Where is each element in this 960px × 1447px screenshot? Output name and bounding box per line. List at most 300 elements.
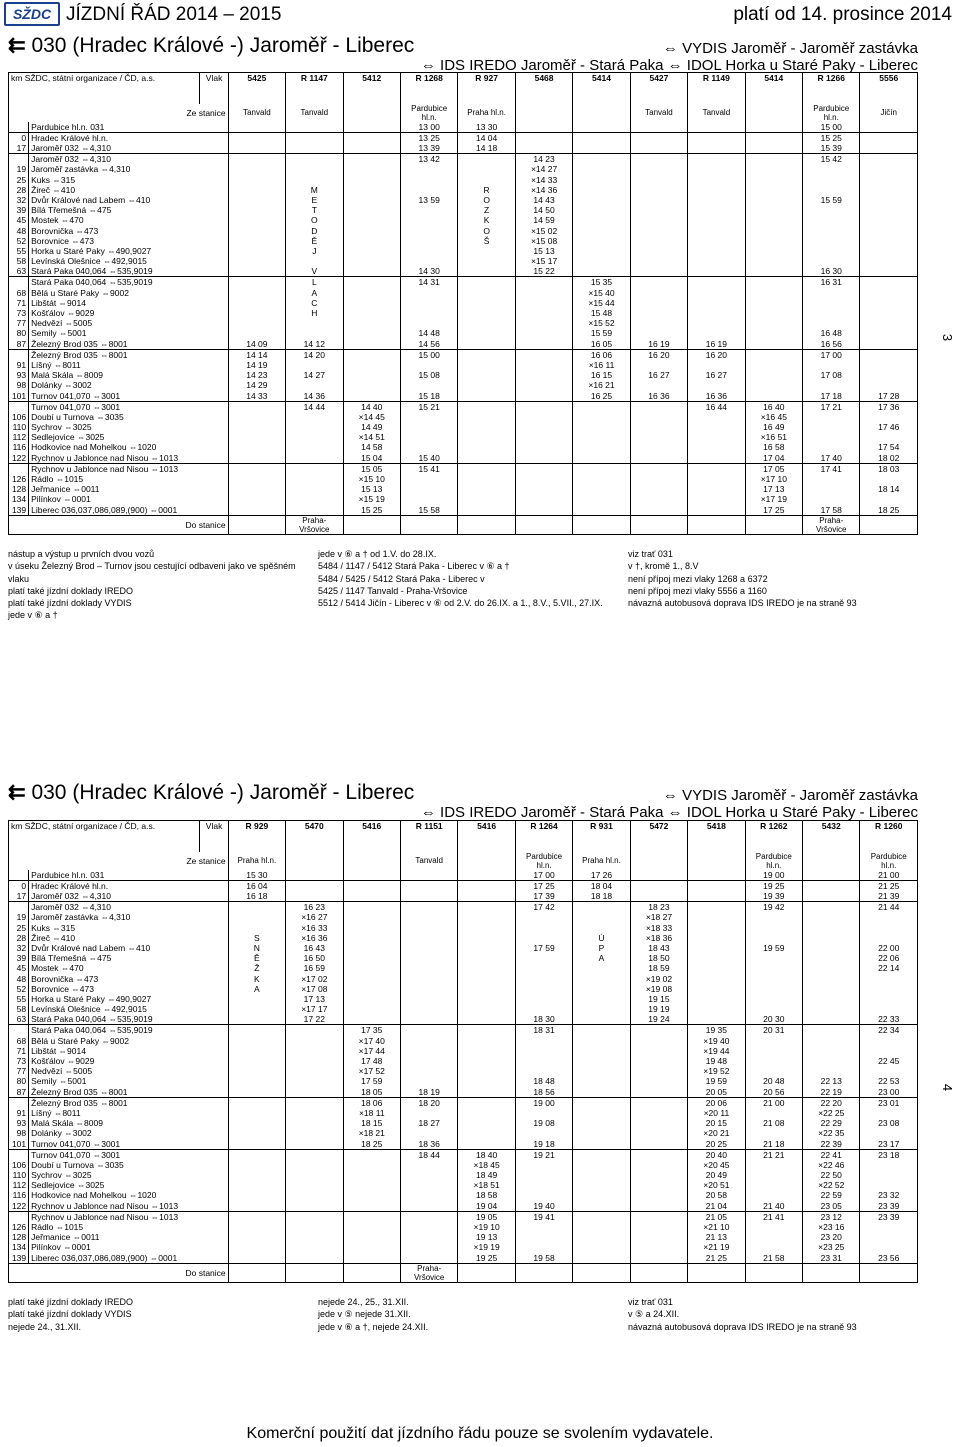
station-name: Železný Brod 035 ⇔8001 (29, 349, 229, 360)
time-cell (400, 1108, 457, 1118)
km-value: 116 (9, 442, 29, 452)
to-station (573, 1263, 630, 1282)
time-cell: 18 27 (400, 1118, 457, 1128)
time-cell (400, 1242, 457, 1252)
station-name: Mostek ⇔470 (29, 215, 229, 225)
time-cell (803, 318, 860, 328)
time-cell: 23 32 (860, 1190, 918, 1200)
time-cell (400, 164, 457, 174)
time-cell: 14 50 (515, 205, 572, 215)
station-name: Rychnov u Jablonce nad Nisou ⇔1013 (29, 463, 229, 474)
time-cell (630, 1253, 687, 1264)
time-cell (400, 412, 457, 422)
time-cell (515, 422, 572, 432)
time-cell (630, 277, 687, 288)
time-cell (745, 339, 802, 350)
km-value: 112 (9, 432, 29, 442)
time-cell (688, 902, 745, 913)
station-name: Žireč ⇔410 (29, 933, 229, 943)
time-cell (860, 154, 918, 165)
time-cell (688, 380, 745, 390)
time-cell (860, 994, 918, 1004)
time-cell (400, 1222, 457, 1232)
km-value (9, 1097, 29, 1108)
time-cell (228, 1160, 285, 1170)
time-cell: 15 42 (803, 154, 860, 165)
time-cell: 19 40 (515, 1201, 572, 1212)
time-cell: 18 56 (515, 1087, 572, 1098)
time-cell (860, 132, 918, 143)
km-value: 128 (9, 1232, 29, 1242)
time-cell (860, 380, 918, 390)
train-number: 5470 (286, 821, 343, 832)
time-cell (630, 432, 687, 442)
time-cell (286, 143, 343, 154)
time-cell: 14 59 (515, 215, 572, 225)
time-cell (400, 288, 457, 298)
station-name: Nedvězí ⇔5005 (29, 1066, 229, 1076)
time-cell (228, 236, 285, 246)
km-value (9, 870, 29, 881)
time-cell (458, 175, 515, 185)
time-cell (343, 1014, 400, 1025)
time-cell: 20 56 (745, 1087, 802, 1098)
station-name: Borovnice ⇔473 (29, 984, 229, 994)
km-value (9, 1025, 29, 1036)
time-cell: 17 59 (515, 943, 572, 953)
time-cell (630, 505, 687, 516)
time-cell: 16 27 (688, 370, 745, 380)
km-value: 91 (9, 360, 29, 370)
time-cell (573, 994, 630, 1004)
time-cell (343, 195, 400, 205)
time-cell (228, 1190, 285, 1200)
time-cell (630, 298, 687, 308)
time-cell (228, 154, 285, 165)
km-value: 68 (9, 288, 29, 298)
time-cell: 15 35 (573, 277, 630, 288)
note-item: v †, kromě 1., 8.V (628, 561, 699, 572)
time-cell (286, 256, 343, 266)
time-cell: L (286, 277, 343, 288)
station-name: Kuks ⇔315 (29, 923, 229, 933)
time-cell: 22 14 (860, 963, 918, 973)
station-name: Bělá u Staré Paky ⇔9002 (29, 288, 229, 298)
zone-vydis-2: ⇔ VYDIS Jaroměř - Jaroměř zastávka (662, 787, 918, 804)
time-cell: ×19 10 (458, 1222, 515, 1232)
time-cell: 14 23 (515, 154, 572, 165)
station-name: Libštát ⇔9014 (29, 298, 229, 308)
time-cell: ×19 52 (688, 1066, 745, 1076)
station-name: Stará Paka 040,064 ⇔535,9019 (29, 1014, 229, 1025)
time-cell (400, 1201, 457, 1212)
time-cell (515, 1160, 572, 1170)
time-cell (515, 505, 572, 516)
from-station: Pardubice hl.n. (803, 104, 860, 122)
time-cell: ×19 40 (688, 1036, 745, 1046)
time-cell: 23 01 (860, 1097, 918, 1108)
time-cell (228, 277, 285, 288)
time-cell (515, 318, 572, 328)
station-name: Jeřmanice ⇔0011 (29, 484, 229, 494)
time-cell (458, 154, 515, 165)
time-cell (286, 1253, 343, 1264)
time-cell: 18 36 (400, 1138, 457, 1149)
time-cell: 19 42 (745, 902, 802, 913)
time-cell (745, 215, 802, 225)
from-station: Tanvald (630, 104, 687, 122)
time-cell (343, 185, 400, 195)
station-name: Malá Skála ⇔8009 (29, 370, 229, 380)
time-cell: 17 05 (745, 463, 802, 474)
time-cell (745, 143, 802, 154)
train-number: R 1260 (860, 821, 918, 832)
time-cell: 19 05 (458, 1211, 515, 1222)
train-number: R 1151 (400, 821, 457, 832)
from-station (343, 104, 400, 122)
time-cell (803, 215, 860, 225)
station-name: Turnov 041,070 ⇔3001 (29, 1149, 229, 1160)
time-cell: 18 59 (630, 963, 687, 973)
time-cell (803, 246, 860, 256)
time-cell: 18 50 (630, 953, 687, 963)
time-cell (573, 1232, 630, 1242)
station-name: Liberec 036,037,086,089,(900) ⇔0001 (29, 505, 229, 516)
time-cell (286, 1190, 343, 1200)
time-cell (400, 912, 457, 922)
time-cell (400, 308, 457, 318)
time-cell: 22 53 (860, 1076, 918, 1086)
train-number: 5416 (343, 821, 400, 832)
time-cell (630, 1036, 687, 1046)
time-cell (860, 1046, 918, 1056)
time-cell (228, 494, 285, 504)
time-cell (228, 1076, 285, 1086)
time-cell: 16 40 (745, 401, 802, 412)
time-cell: ×14 51 (343, 432, 400, 442)
time-cell: ×14 27 (515, 164, 572, 174)
time-cell (400, 963, 457, 973)
time-cell (745, 1180, 802, 1190)
time-cell (803, 870, 860, 881)
km-value: 19 (9, 912, 29, 922)
time-cell (343, 880, 400, 891)
time-cell (745, 1036, 802, 1046)
szdc-logo: SŽDC (4, 2, 60, 26)
time-cell (630, 195, 687, 205)
time-cell: 17 25 (745, 505, 802, 516)
km-value: 87 (9, 339, 29, 350)
time-cell (745, 225, 802, 235)
km-value: 91 (9, 1108, 29, 1118)
time-cell: ×22 25 (803, 1108, 860, 1118)
time-cell (745, 973, 802, 983)
time-cell (400, 175, 457, 185)
station-name: Jaroměř 032 ⇔4,310 (29, 154, 229, 165)
time-cell: 20 49 (688, 1170, 745, 1180)
time-cell: 19 41 (515, 1211, 572, 1222)
time-cell (228, 175, 285, 185)
time-cell (573, 422, 630, 432)
time-cell (630, 288, 687, 298)
time-cell (400, 236, 457, 246)
station-name: Semily ⇔5001 (29, 1076, 229, 1086)
time-cell: 15 13 (515, 246, 572, 256)
time-cell (630, 154, 687, 165)
time-cell: 17 25 (515, 880, 572, 891)
train-number: R 1149 (688, 73, 745, 84)
time-cell (573, 1076, 630, 1086)
time-cell (515, 360, 572, 370)
note-item: jede v ⑥ a † od 1.V. do 28.IX. (318, 549, 437, 559)
time-cell (228, 401, 285, 412)
km-value: 134 (9, 1242, 29, 1252)
station-name: Horka u Staré Paky ⇔490,9027 (29, 994, 229, 1004)
station-name: Pilínkov ⇔0001 (29, 494, 229, 504)
time-cell (343, 1222, 400, 1232)
time-cell (343, 318, 400, 328)
time-cell: K (228, 973, 285, 983)
to-station: Praha-Vršovice (400, 1263, 457, 1282)
time-cell (400, 953, 457, 963)
time-cell (343, 943, 400, 953)
time-cell (573, 442, 630, 452)
time-cell: 14 23 (228, 370, 285, 380)
time-cell: ×20 45 (688, 1160, 745, 1170)
time-cell: 17 04 (745, 453, 802, 464)
time-cell: D (286, 225, 343, 235)
time-cell: 23 20 (803, 1232, 860, 1242)
time-cell: 16 20 (630, 349, 687, 360)
to-station (228, 515, 285, 534)
time-cell (286, 442, 343, 452)
time-cell (860, 122, 918, 133)
time-cell (803, 205, 860, 215)
time-cell: 17 26 (573, 870, 630, 881)
time-cell: ×16 11 (573, 360, 630, 370)
time-cell (400, 984, 457, 994)
time-cell: N (228, 943, 285, 953)
time-cell: 15 59 (803, 195, 860, 205)
time-cell (458, 390, 515, 401)
to-station: Praha-Vršovice (803, 515, 860, 534)
time-cell (515, 923, 572, 933)
time-cell (803, 432, 860, 442)
station-name: Nedvězí ⇔5005 (29, 318, 229, 328)
note-item: jede v ⑤ nejede 31.XII. (318, 1309, 411, 1320)
time-cell (688, 1004, 745, 1014)
time-cell (515, 494, 572, 504)
time-cell (515, 1128, 572, 1138)
route-title-2: ⇇ 030 (Hradec Králové -) Jaroměř - Liberec (8, 781, 415, 804)
time-cell: 23 56 (860, 1253, 918, 1264)
time-cell: 18 43 (630, 943, 687, 953)
time-cell: 17 00 (515, 870, 572, 881)
time-cell (515, 349, 572, 360)
time-cell (573, 164, 630, 174)
time-cell (860, 236, 918, 246)
station-name: Pardubice hl.n. 031 (29, 122, 229, 133)
km-value: 19 (9, 164, 29, 174)
time-cell (458, 298, 515, 308)
time-cell (228, 266, 285, 277)
time-cell (745, 1170, 802, 1180)
time-cell: 16 36 (688, 390, 745, 401)
time-cell (228, 185, 285, 195)
time-cell: 22 39 (803, 1138, 860, 1149)
time-cell: 18 23 (630, 902, 687, 913)
time-cell (573, 1211, 630, 1222)
train-number: R 1147 (286, 73, 343, 84)
time-cell: 14 19 (228, 360, 285, 370)
time-cell (400, 891, 457, 902)
time-cell: ×15 52 (573, 318, 630, 328)
time-cell (458, 1128, 515, 1138)
time-cell (515, 453, 572, 464)
time-cell (458, 360, 515, 370)
time-cell: C (286, 298, 343, 308)
time-cell (745, 205, 802, 215)
time-cell (515, 484, 572, 494)
km-value: 110 (9, 1170, 29, 1180)
time-cell (860, 984, 918, 994)
time-cell (688, 246, 745, 256)
time-cell (803, 474, 860, 484)
time-cell (860, 277, 918, 288)
time-cell: ×18 45 (458, 1160, 515, 1170)
time-cell (515, 401, 572, 412)
time-cell: ×22 46 (803, 1160, 860, 1170)
time-cell (688, 236, 745, 246)
time-cell: ×15 19 (343, 494, 400, 504)
km-value: 32 (9, 195, 29, 205)
time-cell (458, 164, 515, 174)
time-cell: ×17 17 (286, 1004, 343, 1014)
time-cell (228, 1138, 285, 1149)
from-station: Pardubice hl.n. (745, 852, 802, 870)
station-name: Líšný ⇔8011 (29, 1108, 229, 1118)
time-cell: 19 19 (630, 1004, 687, 1014)
time-cell (400, 494, 457, 504)
time-cell (343, 902, 400, 913)
station-name: Hodkovice nad Mohelkou ⇔1020 (29, 442, 229, 452)
time-cell (400, 215, 457, 225)
time-cell (573, 484, 630, 494)
time-cell (228, 225, 285, 235)
from-label: Ze stanice (9, 104, 229, 122)
time-cell (745, 963, 802, 973)
time-cell: 19 25 (458, 1253, 515, 1264)
station-name: Pardubice hl.n. 031 (29, 870, 229, 881)
time-cell (515, 1242, 572, 1252)
time-cell (343, 380, 400, 390)
train-number: R 929 (228, 821, 285, 832)
time-cell (688, 474, 745, 484)
time-cell: ×15 10 (343, 474, 400, 484)
time-cell (400, 902, 457, 913)
time-cell (400, 185, 457, 195)
time-cell (745, 246, 802, 256)
time-cell (286, 1138, 343, 1149)
time-cell: 15 30 (228, 870, 285, 881)
time-cell: 22 45 (860, 1056, 918, 1066)
time-cell (400, 380, 457, 390)
operator-label: km SŽDC, státní organizace / ČD, a.s. (9, 73, 200, 84)
time-cell (573, 923, 630, 933)
station-name: Bělá u Staré Paky ⇔9002 (29, 1036, 229, 1046)
time-cell (745, 370, 802, 380)
time-cell (573, 1014, 630, 1025)
time-cell (860, 225, 918, 235)
to-station (630, 1263, 687, 1282)
km-value: 17 (9, 143, 29, 154)
time-cell (630, 380, 687, 390)
time-cell (573, 1087, 630, 1098)
time-cell: 16 59 (286, 963, 343, 973)
time-cell: 20 30 (745, 1014, 802, 1025)
time-cell (343, 360, 400, 370)
time-cell (803, 953, 860, 963)
time-cell (343, 132, 400, 143)
time-cell (688, 422, 745, 432)
station-name: Košťálov ⇔9029 (29, 308, 229, 318)
time-cell (400, 1211, 457, 1222)
time-cell: R (458, 185, 515, 195)
time-cell (343, 288, 400, 298)
time-cell (688, 215, 745, 225)
station-name: Rychnov u Jablonce nad Nisou ⇔1013 (29, 453, 229, 464)
time-cell (228, 1180, 285, 1190)
page-number-4: 4 (940, 1083, 956, 1092)
time-cell (515, 412, 572, 422)
time-cell (573, 1097, 630, 1108)
time-cell (630, 122, 687, 133)
time-cell (228, 1232, 285, 1242)
time-cell (458, 1087, 515, 1098)
time-cell (803, 288, 860, 298)
time-cell: 22 20 (803, 1097, 860, 1108)
time-cell (573, 494, 630, 504)
note-item: viz trať 031 (628, 549, 673, 559)
to-station (400, 515, 457, 534)
time-cell: 14 44 (286, 401, 343, 412)
time-cell (745, 132, 802, 143)
time-cell (286, 1087, 343, 1098)
time-cell (803, 984, 860, 994)
km-value: 126 (9, 474, 29, 484)
time-cell (573, 175, 630, 185)
train-number: 5412 (343, 73, 400, 84)
station-name: Sedlejovice ⇔3025 (29, 432, 229, 442)
time-cell: 22 41 (803, 1149, 860, 1160)
time-cell: 19 59 (745, 943, 802, 953)
time-cell (745, 175, 802, 185)
time-cell: 16 06 (573, 349, 630, 360)
time-cell (343, 122, 400, 133)
time-cell: 21 05 (688, 1211, 745, 1222)
time-cell: ×15 40 (573, 288, 630, 298)
time-cell (343, 1190, 400, 1200)
time-cell (458, 349, 515, 360)
time-cell: 14 40 (343, 401, 400, 412)
time-cell: P (573, 943, 630, 953)
time-cell (745, 308, 802, 318)
time-cell (286, 122, 343, 133)
time-cell (860, 175, 918, 185)
time-cell (343, 164, 400, 174)
time-cell (286, 1170, 343, 1180)
time-cell: 14 18 (458, 143, 515, 154)
